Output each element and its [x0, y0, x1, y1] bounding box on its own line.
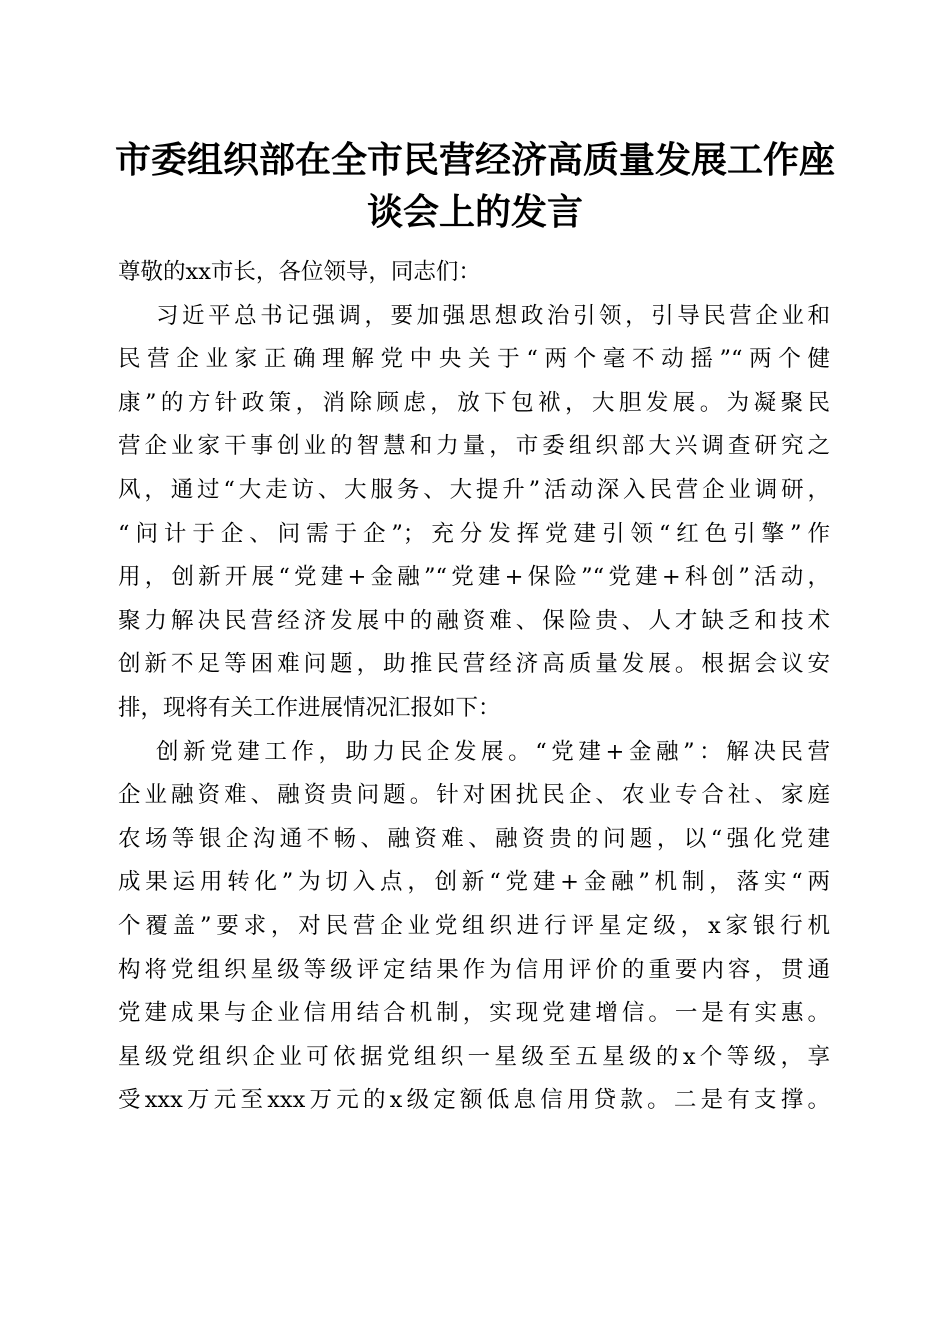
title-line-1: 市委组织部在全市民营经济高质量发展工作座 — [114, 139, 835, 181]
text-line: 营企业家干事创业的智慧和力量，市委组织部大兴调查研究之 — [118, 433, 830, 460]
text-line: 受xxx万元至xxx万元的x级定额低息信用贷款。二是有支撑。 — [118, 1087, 830, 1114]
text-line: 聚力解决民营经济发展中的融资难、保险贵、人才缺乏和技术 — [118, 607, 830, 634]
text-line: 个覆盖”要求，对民营企业党组织进行评星定级，x家银行机 — [118, 912, 830, 939]
text-line: 农场等银企沟通不畅、融资难、融资贵的问题，以“强化党建 — [118, 825, 830, 852]
text-line: 康”的方针政策，消除顾虑，放下包袱，大胆发展。为凝聚民 — [118, 389, 830, 416]
text-line: 党建成果与企业信用结合机制，实现党建增信。一是有实惠。 — [118, 1000, 830, 1027]
text-line: 构将党组织星级等级评定结果作为信用评价的重要内容，贯通 — [118, 956, 830, 983]
text-line: 排，现将有关工作进展情况汇报如下： — [118, 694, 501, 721]
salutation: 尊敬的xx市长，各位领导，同志们： — [118, 259, 481, 285]
text-line: 成果运用转化”为切入点，创新“党建+金融”机制，落实“两 — [118, 869, 830, 896]
document-body — [118, 251, 830, 1123]
paragraph-intro — [118, 295, 830, 731]
text-line: “问计于企、问需于企”；充分发挥党建引领“红色引擎”作 — [118, 520, 830, 547]
text-line: 企业融资难、融资贵问题。针对困扰民企、农业专合社、家庭 — [118, 782, 830, 809]
text-line: 创新不足等困难问题，助推民营经济高质量发展。根据会议安 — [118, 651, 830, 678]
text-line: 习近平总书记强调，要加强思想政治引领，引导民营企业和 — [156, 302, 830, 329]
paragraph-party-building-finance — [118, 731, 830, 1123]
document-title — [100, 134, 850, 238]
text-line: 用，创新开展“党建+金融”“党建+保险”“党建+科创”活动， — [118, 564, 830, 591]
text-line: 风，通过“大走访、大服务、大提升”活动深入民营企业调研， — [118, 476, 830, 503]
title-line-2: 谈会上的发言 — [366, 191, 583, 233]
text-line: 星级党组织企业可依据党组织一星级至五星级的x个等级，享 — [118, 1043, 830, 1070]
text-line: 创新党建工作，助力民企发展。“党建+金融”：解决民营 — [156, 738, 830, 765]
text-line: 民营企业家正确理解党中央关于“两个毫不动摇”“两个健 — [118, 346, 830, 373]
